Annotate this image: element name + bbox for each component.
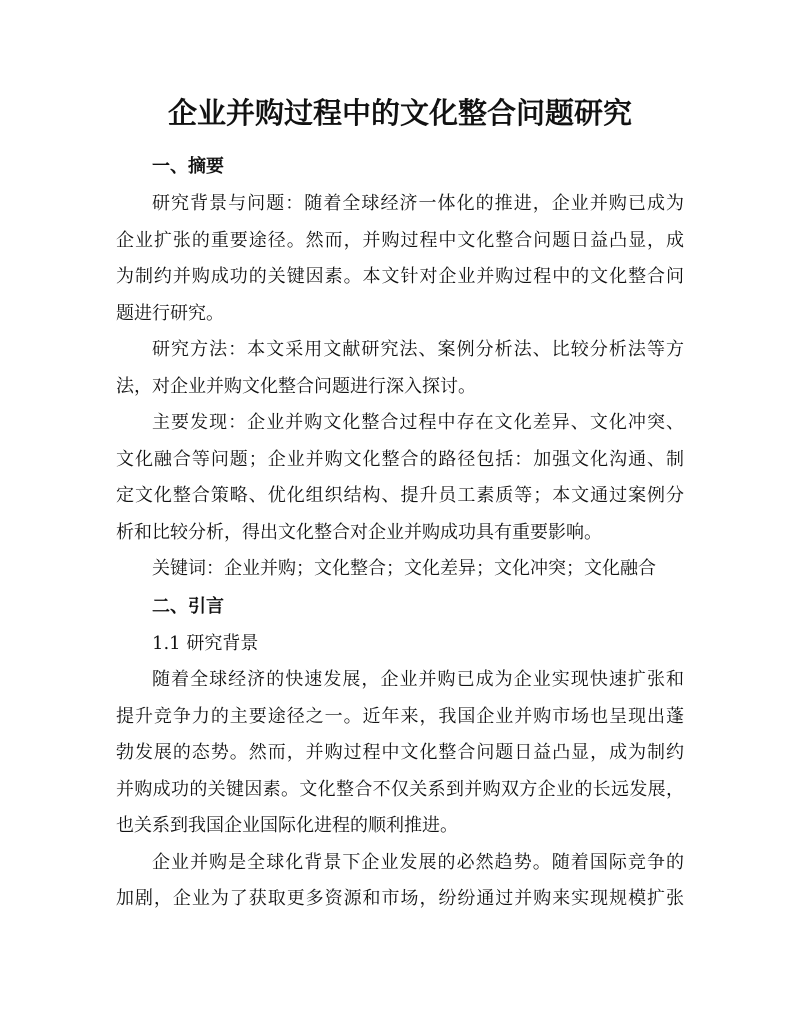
text-line: 研究背景与问题：随着全球经济一体化的推进，企业并购已成为 xyxy=(152,193,684,214)
abstract-background-paragraph xyxy=(116,186,684,332)
text-line: 法，对企业并购文化整合问题进行深入探讨。 xyxy=(116,375,476,397)
document-title: 企业并购过程中的文化整合问题研究 xyxy=(167,96,632,130)
abstract-method-paragraph xyxy=(116,332,684,405)
text-line: 加剧，企业为了获取更多资源和市场，纷纷通过并购来实现规模扩张 xyxy=(116,888,684,909)
text-line: 题进行研究。 xyxy=(116,302,224,324)
text-line: 析和比较分析，得出文化整合对企业并购成功具有重要影响。 xyxy=(116,521,602,543)
text-line: 研究方法：本文采用文献研究法、案例分析法、比较分析法等方 xyxy=(152,339,684,360)
text-line: 为制约并购成功的关键因素。本文针对企业并购过程中的文化整合问 xyxy=(116,266,684,287)
text-line: 随着全球经济的快速发展，企业并购已成为企业实现快速扩张和 xyxy=(152,669,684,690)
text-line: 企业扩张的重要途径。然而，并购过程中文化整合问题日益凸显，成 xyxy=(116,229,684,251)
subsection-heading-research-background: 1.1 研究背景 xyxy=(152,632,259,654)
text-line: 勃发展的态势。然而，并购过程中文化整合问题日益凸显，成为制约 xyxy=(116,742,684,763)
section-heading-abstract: 一、摘要 xyxy=(152,156,224,177)
text-line: 也关系到我国企业国际化进程的顺利推进。 xyxy=(116,815,458,836)
intro-paragraph-1 xyxy=(116,662,684,845)
text-line: 定文化整合策略、优化组织结构、提升员工素质等；本文通过案例分 xyxy=(116,485,684,506)
text-line: 并购成功的关键因素。文化整合不仅关系到并购双方企业的长远发展， xyxy=(116,778,684,800)
keywords-line: 关键词：企业并购；文化整合；文化差异；文化冲突；文化融合 xyxy=(152,558,656,579)
text-line: 文化融合等问题；企业并购文化整合的路径包括：加强文化沟通、制 xyxy=(116,448,684,470)
text-line: 企业并购是全球化背景下企业发展的必然趋势。随着国际竞争的 xyxy=(152,851,684,873)
section-heading-introduction: 二、引言 xyxy=(152,595,224,617)
text-line: 主要发现：企业并购文化整合过程中存在文化差异、文化冲突、 xyxy=(152,412,684,433)
text-line: 提升竞争力的主要途径之一。近年来，我国企业并购市场也呈现出蓬 xyxy=(116,705,684,727)
abstract-findings-paragraph xyxy=(116,405,684,551)
intro-paragraph-2 xyxy=(116,845,684,918)
